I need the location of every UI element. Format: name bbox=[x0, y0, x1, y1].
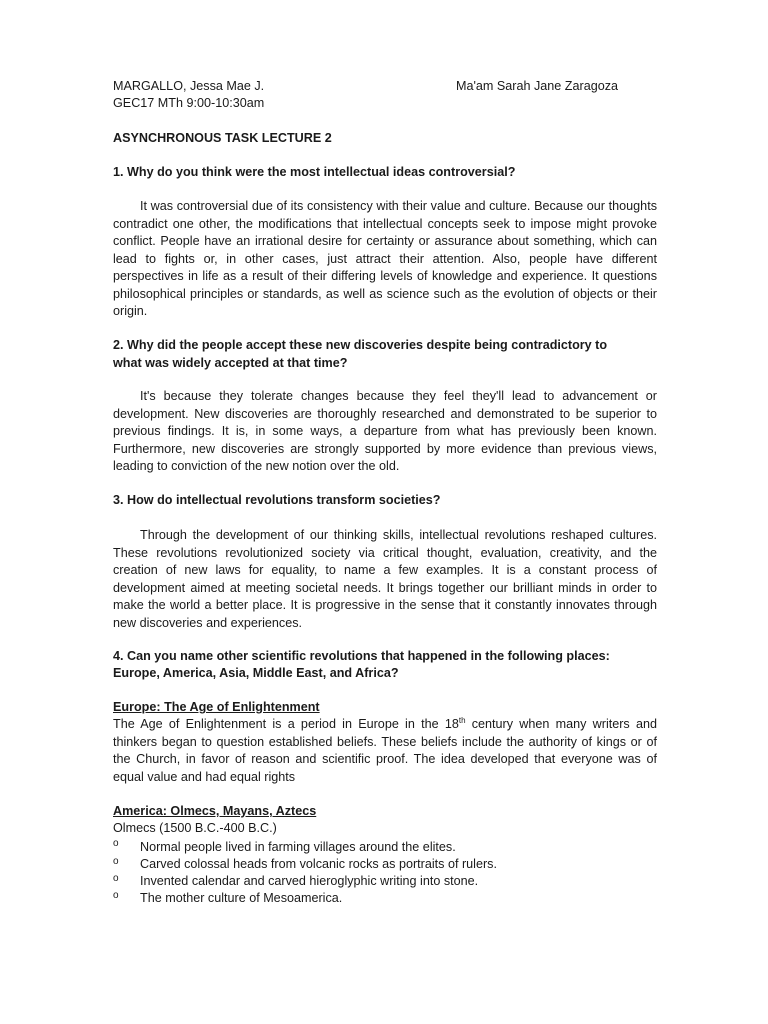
list-item: Normal people lived in farming villages around the elites. bbox=[140, 840, 456, 854]
bullet-marker: o bbox=[113, 856, 119, 867]
europe-text-start: The Age of Enlightenment is a period in Europe in the 18 bbox=[113, 717, 459, 731]
bullet-marker: o bbox=[113, 873, 119, 884]
answer-2: It's because they tolerate changes because they feel they'll lead to advancement or development. New discoveries are thoroughly researched and demonstrated to be superior to previous findings. It is, in some ways, a departure from what has previously been known. Furthermore, new discoveries are strongly supported by more evidence than previous views, leading to conviction of the new notion over the old. bbox=[113, 389, 657, 473]
america-heading: America: Olmecs, Mayans, Aztecs bbox=[113, 804, 317, 818]
student-name: MARGALLO, Jessa Mae J. bbox=[113, 79, 265, 93]
answer-3: Through the development of our thinking skills, intellectual revolutions reshaped cultures. These revolutions revolutionized society via critical thought, evaluation, creativity, and the creation of new laws for equality, to name a few examples. It is a constant process of development aimed at meeting societal needs. It brings together our brilliant minds in order to make the world a better place. It is progressive in the sense that it constantly innovates through new discoveries and experiences. bbox=[113, 528, 657, 630]
question-2-line-1: 2. Why did the people accept these new discoveries despite being contradictory to bbox=[113, 338, 608, 352]
list-item: The mother culture of Mesoamerica. bbox=[140, 891, 343, 905]
bullet-marker: o bbox=[113, 890, 119, 901]
question-2-line-2: what was widely accepted at that time? bbox=[113, 356, 348, 370]
europe-paragraph bbox=[113, 716, 657, 786]
europe-superscript: th bbox=[458, 716, 466, 725]
question-4-line-1: 4. Can you name other scientific revolutions that happened in the following places: bbox=[113, 649, 610, 663]
europe-text-end: century when many writers and thinkers began to question established beliefs. These beliefs include the authority of kings or of the Church, in favor of reason and scientific proof. The idea developed that everyone was of equal value and had equal rights bbox=[113, 717, 657, 784]
olmecs-subheading: Olmecs (1500 B.C.-400 B.C.) bbox=[113, 821, 277, 835]
teacher-name: Ma'am Sarah Jane Zaragoza bbox=[456, 79, 619, 93]
bullet-marker: o bbox=[113, 838, 119, 849]
answer-1: It was controversial due of its consistency with their value and culture. Because our thoughts contradict one other, the modifications that intellectual concepts seek to impose might provoke conflict. People have an irrational desire for certainty or assurance about something, which can lead to fights or, in other cases, just attract their attention. Also, people have different perspectives in life as a result of their differing levels of knowledge and experience. It questions philosophical principles or standards, as well as science such as the evolution of objects or their origin. bbox=[113, 199, 657, 318]
question-1: 1. Why do you think were the most intellectual ideas controversial? bbox=[113, 165, 516, 179]
page-title: ASYNCHRONOUS TASK LECTURE 2 bbox=[113, 131, 332, 145]
class-schedule: GEC17 MTh 9:00-10:30am bbox=[113, 96, 265, 110]
list-item: Invented calendar and carved hieroglyphic writing into stone. bbox=[140, 874, 479, 888]
question-4-line-2: Europe, America, Asia, Middle East, and Africa? bbox=[113, 666, 399, 680]
europe-heading: Europe: The Age of Enlightenment bbox=[113, 700, 320, 714]
question-3: 3. How do intellectual revolutions transform societies? bbox=[113, 493, 441, 507]
list-item: Carved colossal heads from volcanic rocks as portraits of rulers. bbox=[140, 857, 497, 871]
